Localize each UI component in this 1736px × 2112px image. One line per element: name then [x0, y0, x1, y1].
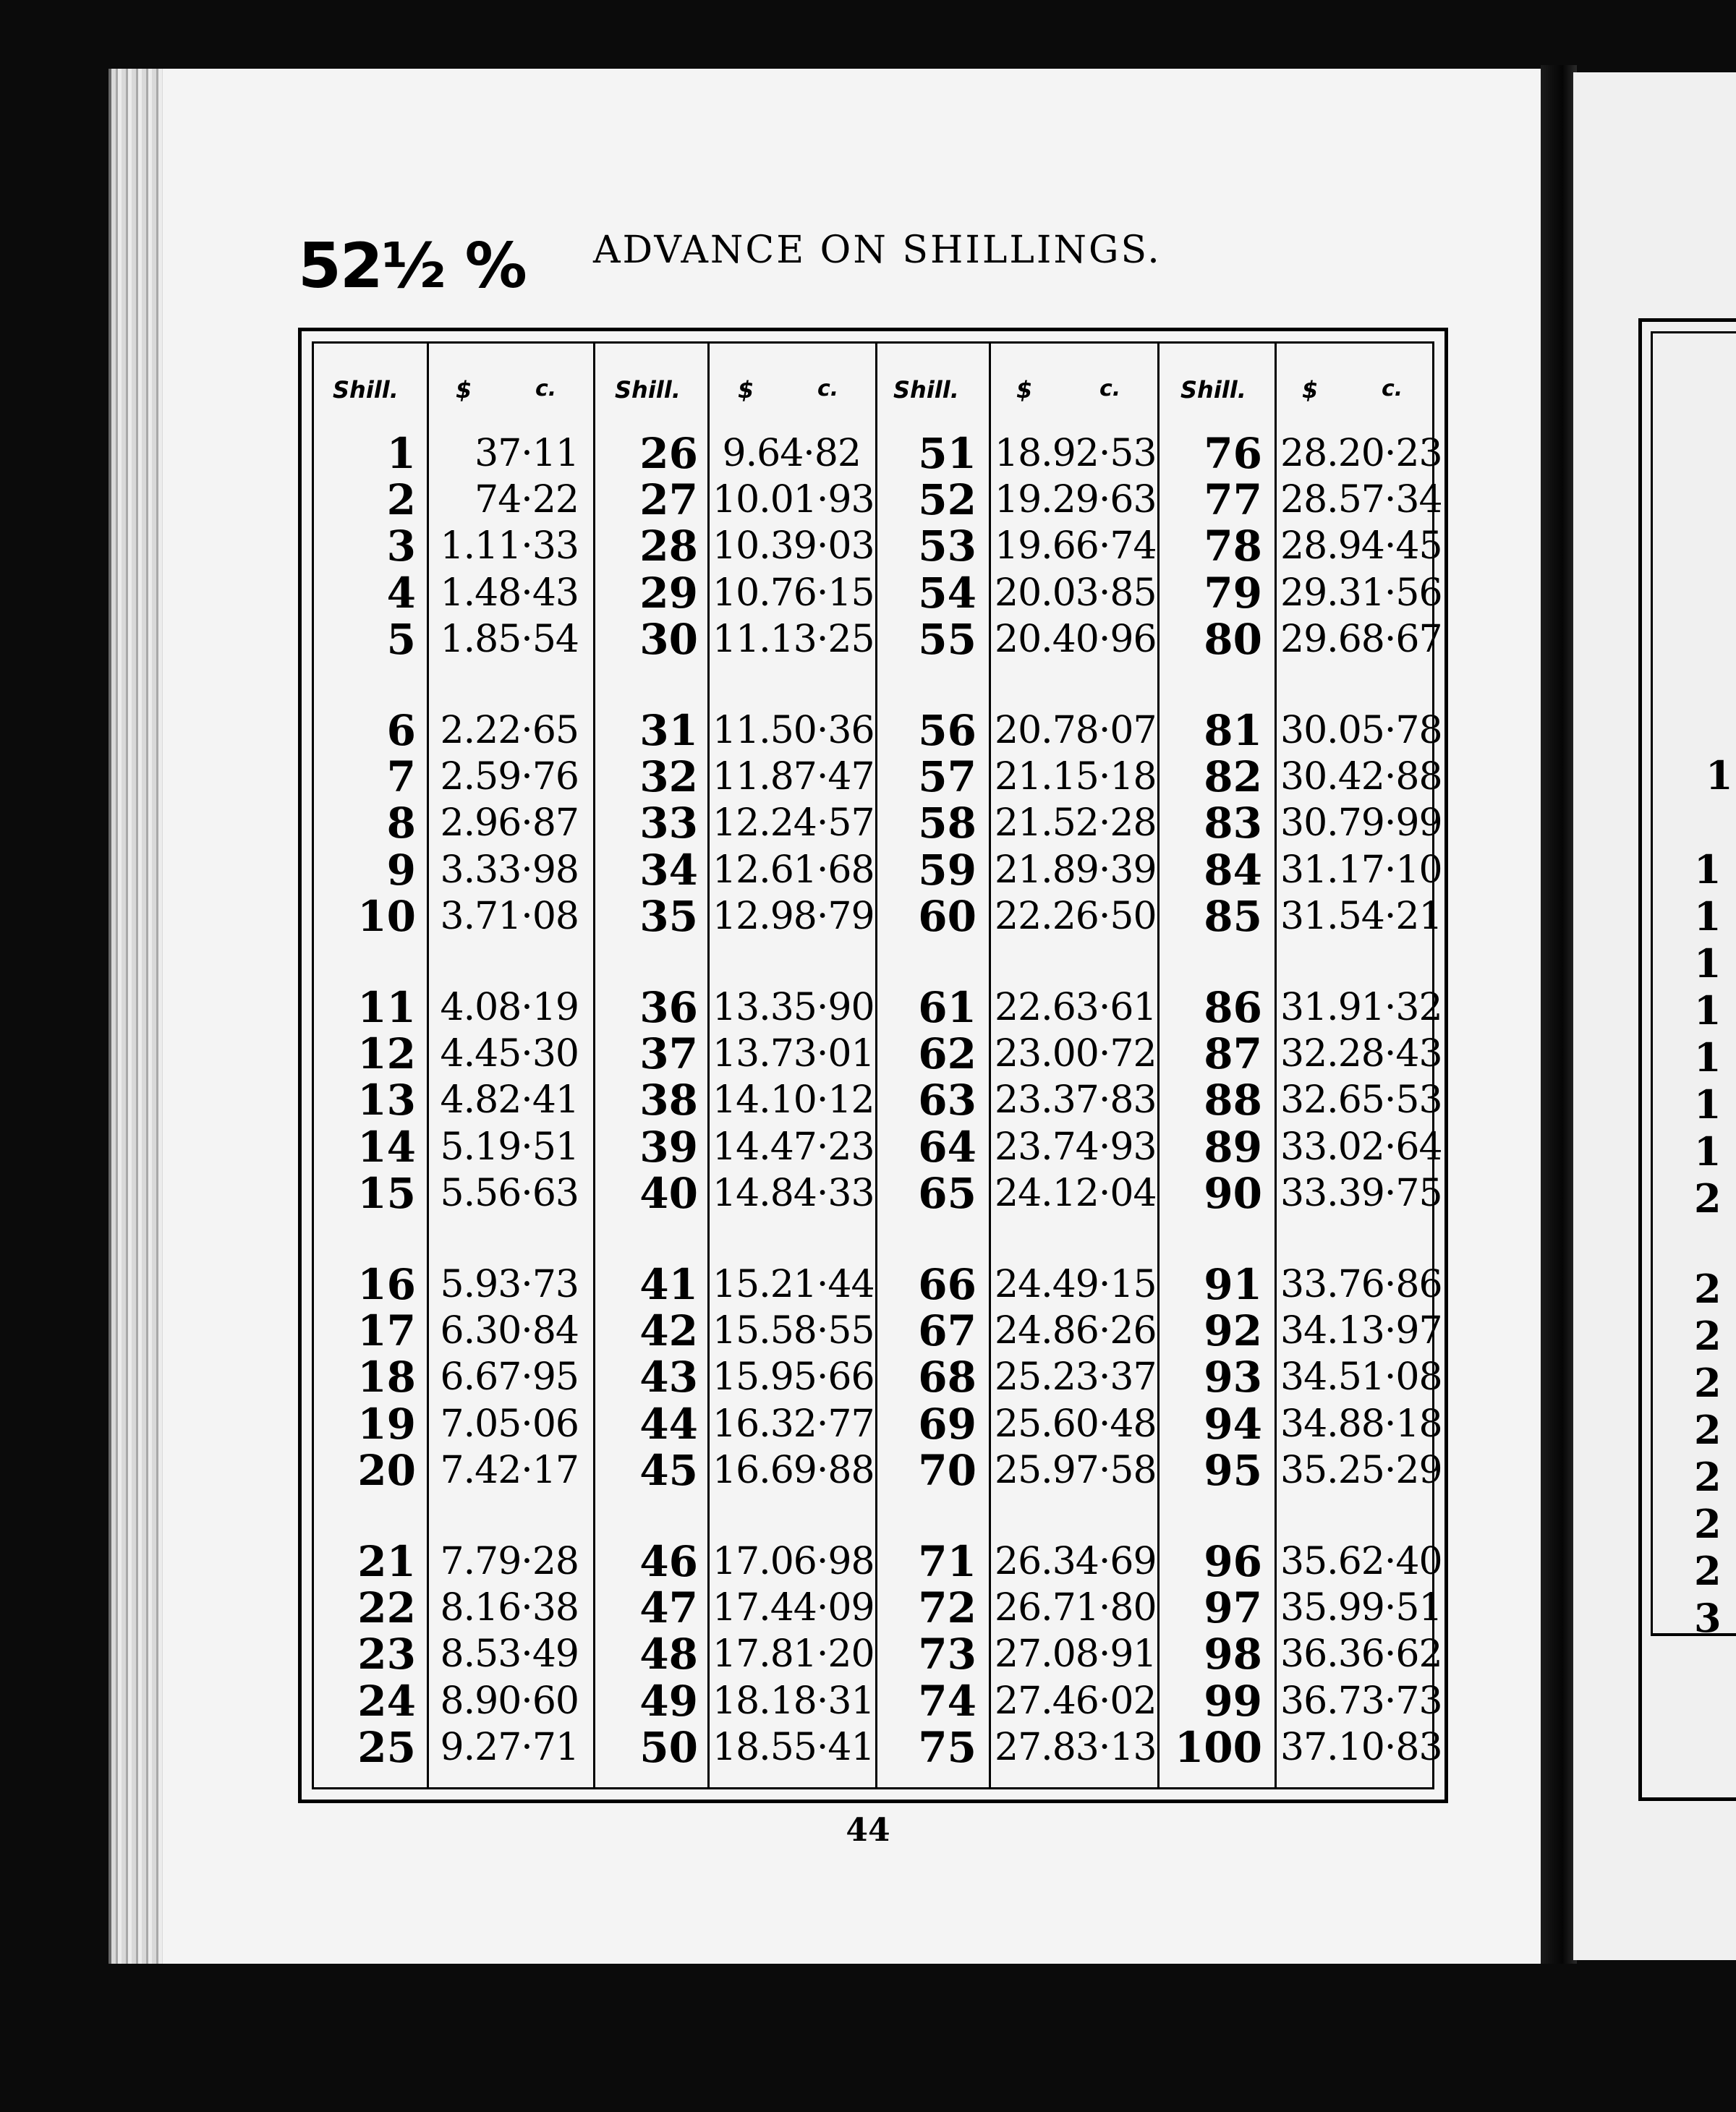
facing-page-digit: 3 — [1694, 1595, 1722, 1641]
shillings-value: 64 — [918, 1122, 977, 1172]
shillings-value: 19 — [357, 1399, 416, 1449]
shillings-value: 24 — [357, 1676, 416, 1726]
shillings-value: 40 — [639, 1168, 698, 1218]
dollar-cents-value: 7.79·28 — [440, 1540, 579, 1583]
dollar-cents-value: 17.06·98 — [712, 1540, 875, 1583]
dollar-cents-value: 32.28·43 — [1280, 1032, 1442, 1076]
dollar-cents-value: 14.10·12 — [712, 1078, 875, 1123]
shillings-value: 61 — [918, 983, 977, 1032]
shillings-value: 53 — [918, 521, 977, 571]
dollar-cents-value: 1.48·43 — [440, 571, 579, 615]
shillings-value: 44 — [639, 1399, 698, 1449]
dollar-cents-value: 7.05·06 — [440, 1402, 579, 1446]
column-separator — [989, 341, 991, 1789]
shillings-value: 82 — [1204, 752, 1262, 802]
dollar-cents-value: 35.62·40 — [1280, 1540, 1442, 1583]
shillings-value: 23 — [357, 1630, 416, 1679]
dollar-cents-value: 11.87·47 — [712, 755, 875, 799]
column-header-dollar: $ — [456, 376, 472, 404]
dollar-cents-value: 14.47·23 — [712, 1125, 875, 1169]
shillings-value: 100 — [1174, 1722, 1262, 1772]
shillings-value: 92 — [1204, 1306, 1262, 1356]
facing-table-inner-border — [1651, 331, 1736, 1635]
shillings-value: 49 — [639, 1676, 698, 1726]
facing-page-digit: 1 — [1694, 940, 1722, 987]
shillings-value: 25 — [357, 1722, 416, 1772]
dollar-cents-value: 27.08·91 — [995, 1632, 1157, 1677]
facing-page-digit: 2 — [1694, 1501, 1722, 1547]
dollar-cents-value: 15.58·55 — [712, 1309, 875, 1353]
dollar-cents-value: 1.11·33 — [440, 524, 579, 569]
dollar-cents-value: 34.88·18 — [1280, 1402, 1442, 1446]
facing-page-digit: 1 — [1694, 987, 1722, 1034]
dollar-cents-value: 24.86·26 — [995, 1309, 1157, 1353]
column-header-cents: c. — [1099, 376, 1121, 401]
shillings-value: 71 — [918, 1537, 977, 1586]
shillings-value: 11 — [357, 983, 416, 1032]
column-header-cents: c. — [817, 376, 839, 401]
dollar-cents-value: 30.05·78 — [1280, 709, 1442, 752]
dollar-cents-value: 37.10·83 — [1280, 1725, 1442, 1769]
dollar-cents-value: 2.96·87 — [440, 801, 579, 846]
dollar-cents-value: 19.66·74 — [995, 524, 1157, 569]
shillings-value: 33 — [639, 799, 698, 848]
shillings-value: 52 — [918, 475, 977, 525]
dollar-cents-value: 17.44·09 — [712, 1586, 875, 1630]
shillings-value: 45 — [639, 1445, 698, 1495]
dollar-cents-value: 7.42·17 — [440, 1448, 579, 1492]
shillings-value: 18 — [357, 1353, 416, 1402]
dollar-cents-value: 5.19·51 — [440, 1125, 579, 1169]
dollar-cents-value: 28.57·34 — [1280, 478, 1442, 522]
dollar-cents-value: 14.84·33 — [712, 1171, 875, 1215]
shillings-value: 42 — [639, 1306, 698, 1356]
dollar-cents-value: 24.12·04 — [995, 1171, 1157, 1215]
shillings-value: 93 — [1204, 1353, 1262, 1402]
shillings-value: 3 — [386, 521, 416, 571]
dollar-cents-value: 33.02·64 — [1280, 1125, 1442, 1169]
dollar-cents-value: 4.45·30 — [440, 1032, 579, 1076]
shillings-value: 74 — [918, 1676, 977, 1726]
shillings-value: 89 — [1204, 1122, 1262, 1172]
shillings-value: 50 — [639, 1722, 698, 1772]
shillings-value: 58 — [918, 799, 977, 848]
dollar-cents-value: 17.81·20 — [712, 1632, 875, 1677]
dollar-cents-value: 37·11 — [475, 432, 579, 475]
shillings-value: 63 — [918, 1076, 977, 1125]
dollar-cents-value: 28.94·45 — [1280, 524, 1442, 569]
dollar-cents-value: 26.34·69 — [995, 1540, 1157, 1583]
shillings-value: 15 — [357, 1168, 416, 1218]
shillings-value: 87 — [1204, 1029, 1262, 1079]
shillings-value: 37 — [639, 1029, 698, 1079]
shillings-value: 66 — [918, 1260, 977, 1309]
dollar-cents-value: 2.22·65 — [440, 709, 579, 752]
background-shadow — [109, 1964, 1736, 2112]
shillings-value: 95 — [1204, 1445, 1262, 1495]
dollar-cents-value: 3.71·08 — [440, 894, 579, 938]
facing-page-digit: 1 — [1706, 752, 1733, 799]
shillings-value: 30 — [639, 614, 698, 664]
facing-page-digit: 1 — [1694, 1128, 1722, 1175]
dollar-cents-value: 4.82·41 — [440, 1078, 579, 1123]
dollar-cents-value: 29.68·67 — [1280, 617, 1442, 661]
shillings-value: 56 — [918, 706, 977, 755]
shillings-value: 60 — [918, 891, 977, 941]
dollar-cents-value: 24.49·15 — [995, 1263, 1157, 1306]
shillings-value: 29 — [639, 568, 698, 618]
column-header-cents: c. — [1382, 376, 1403, 401]
shillings-value: 55 — [918, 614, 977, 664]
dollar-cents-value: 9.27·71 — [440, 1725, 579, 1769]
shillings-value: 14 — [357, 1122, 416, 1172]
dollar-cents-value: 9.64·82 — [722, 432, 861, 475]
shillings-value: 85 — [1204, 891, 1262, 941]
shillings-value: 65 — [918, 1168, 977, 1218]
dollar-cents-value: 19.29·63 — [995, 478, 1157, 522]
dollar-cents-value: 20.78·07 — [995, 709, 1157, 752]
dollar-cents-value: 18.55·41 — [712, 1725, 875, 1769]
dollar-cents-value: 11.13·25 — [712, 617, 875, 661]
shillings-value: 39 — [639, 1122, 698, 1172]
shillings-value: 99 — [1204, 1676, 1262, 1726]
dollar-cents-value: 33.39·75 — [1280, 1171, 1442, 1215]
dollar-cents-value: 8.16·38 — [440, 1586, 579, 1630]
dollar-cents-value: 12.24·57 — [712, 801, 875, 846]
page-title: ADVANCE ON SHILLINGS. — [593, 229, 1162, 272]
shillings-value: 84 — [1204, 845, 1262, 895]
dollar-cents-value: 35.25·29 — [1280, 1448, 1442, 1492]
shillings-value: 4 — [386, 568, 416, 618]
column-header-cents: c. — [535, 376, 557, 401]
shillings-value: 21 — [357, 1537, 416, 1586]
shillings-value: 76 — [1204, 429, 1262, 478]
shillings-value: 46 — [639, 1537, 698, 1586]
dollar-cents-value: 36.73·73 — [1280, 1679, 1442, 1723]
dollar-cents-value: 26.71·80 — [995, 1586, 1157, 1630]
shillings-value: 72 — [918, 1583, 977, 1633]
shillings-value: 79 — [1204, 568, 1262, 618]
dollar-cents-value: 6.30·84 — [440, 1309, 579, 1353]
shillings-value: 26 — [639, 429, 698, 478]
shillings-value: 98 — [1204, 1630, 1262, 1679]
shillings-value: 81 — [1204, 706, 1262, 755]
shillings-value: 16 — [357, 1260, 416, 1309]
shillings-value: 36 — [639, 983, 698, 1032]
shillings-value: 94 — [1204, 1399, 1262, 1449]
column-separator — [707, 341, 710, 1789]
facing-page-digit: 1 — [1694, 1034, 1722, 1081]
dollar-cents-value: 31.17·10 — [1280, 848, 1442, 892]
shillings-value: 5 — [386, 614, 416, 664]
shillings-value: 32 — [639, 752, 698, 802]
dollar-cents-value: 12.61·68 — [712, 848, 875, 892]
shillings-value: 31 — [639, 706, 698, 755]
shillings-value: 28 — [639, 521, 698, 571]
dollar-cents-value: 25.60·48 — [995, 1402, 1157, 1446]
shillings-value: 1 — [386, 429, 416, 478]
shillings-value: 7 — [386, 752, 416, 802]
book-page-edges — [109, 69, 169, 1964]
dollar-cents-value: 25.23·37 — [995, 1355, 1157, 1400]
dollar-cents-value: 31.54·21 — [1280, 894, 1442, 938]
shillings-value: 8 — [386, 799, 416, 848]
dollar-cents-value: 20.40·96 — [995, 617, 1157, 661]
shillings-value: 9 — [386, 845, 416, 895]
shillings-value: 43 — [639, 1353, 698, 1402]
shillings-value: 67 — [918, 1306, 977, 1356]
dollar-cents-value: 6.67·95 — [440, 1355, 579, 1400]
column-header-dollar: $ — [738, 376, 754, 404]
book-gutter — [1541, 65, 1577, 1967]
dollar-cents-value: 27.46·02 — [995, 1679, 1157, 1723]
facing-table-rule — [1651, 1633, 1736, 1636]
shillings-value: 88 — [1204, 1076, 1262, 1125]
dollar-cents-value: 21.89·39 — [995, 848, 1157, 892]
shillings-value: 62 — [918, 1029, 977, 1079]
shillings-value: 10 — [357, 891, 416, 941]
facing-page-digit: 2 — [1694, 1407, 1722, 1453]
dollar-cents-value: 22.63·61 — [995, 986, 1157, 1029]
shillings-value: 69 — [918, 1399, 977, 1449]
column-separator — [1275, 341, 1277, 1789]
dollar-cents-value: 13.35·90 — [712, 986, 875, 1029]
column-header-shill: Shill. — [333, 376, 399, 404]
dollar-cents-value: 20.03·85 — [995, 571, 1157, 615]
dollar-cents-value: 23.74·93 — [995, 1125, 1157, 1169]
dollar-cents-value: 31.91·32 — [1280, 986, 1442, 1029]
dollar-cents-value: 34.51·08 — [1280, 1355, 1442, 1400]
shillings-value: 38 — [639, 1076, 698, 1125]
facing-page-digit: 2 — [1694, 1313, 1722, 1359]
facing-page-digit: 2 — [1694, 1360, 1722, 1406]
shillings-value: 48 — [639, 1630, 698, 1679]
shillings-value: 91 — [1204, 1260, 1262, 1309]
dollar-cents-value: 18.18·31 — [712, 1679, 875, 1723]
dollar-cents-value: 32.65·53 — [1280, 1078, 1442, 1123]
shillings-value: 57 — [918, 752, 977, 802]
percent-heading: 52½ % — [298, 230, 526, 302]
facing-page-digit: 1 — [1694, 846, 1722, 893]
dollar-cents-value: 2.59·76 — [440, 755, 579, 799]
dollar-cents-value: 5.93·73 — [440, 1263, 579, 1306]
shillings-value: 78 — [1204, 521, 1262, 571]
dollar-cents-value: 23.00·72 — [995, 1032, 1157, 1076]
page-number: 44 — [846, 1812, 890, 1849]
dollar-cents-value: 29.31·56 — [1280, 571, 1442, 615]
dollar-cents-value: 13.73·01 — [712, 1032, 875, 1076]
dollar-cents-value: 23.37·83 — [995, 1078, 1157, 1123]
dollar-cents-value: 4.08·19 — [440, 986, 579, 1029]
shillings-value: 27 — [639, 475, 698, 525]
dollar-cents-value: 36.36·62 — [1280, 1632, 1442, 1677]
dollar-cents-value: 10.39·03 — [712, 524, 875, 569]
dollar-cents-value: 22.26·50 — [995, 894, 1157, 938]
dollar-cents-value: 30.79·99 — [1280, 801, 1442, 846]
facing-page-digit: 2 — [1694, 1266, 1722, 1312]
dollar-cents-value: 21.52·28 — [995, 801, 1157, 846]
shillings-value: 68 — [918, 1353, 977, 1402]
dollar-cents-value: 10.01·93 — [712, 478, 875, 522]
dollar-cents-value: 16.32·77 — [712, 1402, 875, 1446]
dollar-cents-value: 5.56·63 — [440, 1171, 579, 1215]
shillings-value: 96 — [1204, 1537, 1262, 1586]
column-header-shill: Shill. — [1180, 376, 1246, 404]
shillings-value: 35 — [639, 891, 698, 941]
dollar-cents-value: 33.76·86 — [1280, 1263, 1442, 1306]
shillings-value: 20 — [357, 1445, 416, 1495]
dollar-cents-value: 34.13·97 — [1280, 1309, 1442, 1353]
shillings-value: 86 — [1204, 983, 1262, 1032]
shillings-value: 47 — [639, 1583, 698, 1633]
dollar-cents-value: 74·22 — [475, 478, 579, 522]
shillings-value: 34 — [639, 845, 698, 895]
shillings-value: 13 — [357, 1076, 416, 1125]
dollar-cents-value: 25.97·58 — [995, 1448, 1157, 1492]
dollar-cents-value: 16.69·88 — [712, 1448, 875, 1492]
dollar-cents-value: 21.15·18 — [995, 755, 1157, 799]
dollar-cents-value: 10.76·15 — [712, 571, 875, 615]
dollar-cents-value: 12.98·79 — [712, 894, 875, 938]
shillings-value: 97 — [1204, 1583, 1262, 1633]
shillings-value: 51 — [918, 429, 977, 478]
shillings-value: 83 — [1204, 799, 1262, 848]
column-header-dollar: $ — [1302, 376, 1319, 404]
shillings-value: 12 — [357, 1029, 416, 1079]
dollar-cents-value: 15.21·44 — [712, 1263, 875, 1306]
facing-page-digit: 2 — [1694, 1175, 1722, 1222]
facing-page-digit: 1 — [1694, 1081, 1722, 1128]
shillings-value: 17 — [357, 1306, 416, 1356]
facing-page-digit: 1 — [1694, 893, 1722, 940]
facing-page-digit: 2 — [1694, 1454, 1722, 1500]
dollar-cents-value: 1.85·54 — [440, 617, 579, 661]
dollar-cents-value: 28.20·23 — [1280, 432, 1442, 475]
shillings-value: 75 — [918, 1722, 977, 1772]
column-header-shill: Shill. — [893, 376, 959, 404]
shillings-value: 6 — [386, 706, 416, 755]
shillings-value: 70 — [918, 1445, 977, 1495]
dollar-cents-value: 11.50·36 — [712, 709, 875, 752]
dollar-cents-value: 30.42·88 — [1280, 755, 1442, 799]
dollar-cents-value: 8.90·60 — [440, 1679, 579, 1723]
shillings-value: 41 — [639, 1260, 698, 1309]
shillings-value: 2 — [386, 475, 416, 525]
dollar-cents-value: 8.53·49 — [440, 1632, 579, 1677]
facing-page-digit: 2 — [1694, 1548, 1722, 1594]
column-separator — [427, 341, 429, 1789]
shillings-value: 77 — [1204, 475, 1262, 525]
shillings-value: 22 — [357, 1583, 416, 1633]
dollar-cents-value: 15.95·66 — [712, 1355, 875, 1400]
dollar-cents-value: 27.83·13 — [995, 1725, 1157, 1769]
shillings-value: 59 — [918, 845, 977, 895]
column-header-dollar: $ — [1016, 376, 1033, 404]
shillings-value: 73 — [918, 1630, 977, 1679]
shillings-value: 80 — [1204, 614, 1262, 664]
shillings-value: 90 — [1204, 1168, 1262, 1218]
dollar-cents-value: 18.92·53 — [995, 432, 1157, 475]
dollar-cents-value: 35.99·51 — [1280, 1586, 1442, 1630]
dollar-cents-value: 3.33·98 — [440, 848, 579, 892]
shillings-value: 54 — [918, 568, 977, 618]
column-header-shill: Shill. — [615, 376, 681, 404]
